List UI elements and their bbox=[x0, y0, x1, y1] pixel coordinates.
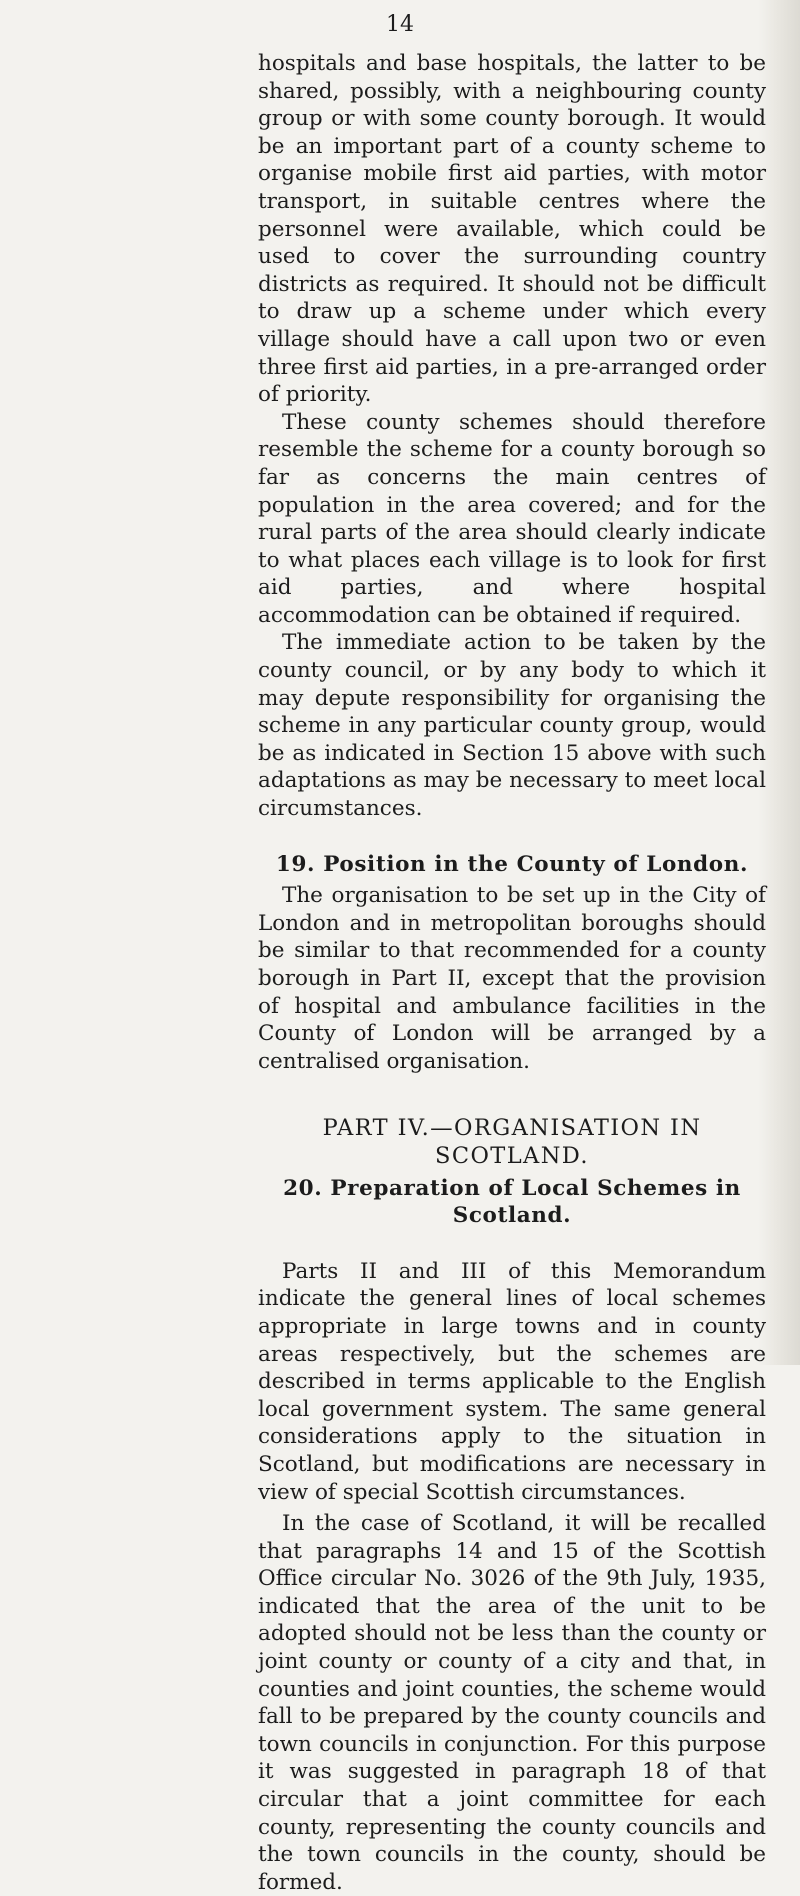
paragraph-immediate-action: The immediate action to be taken by the county council, or by any body to which it may depute responsibility for organising the scheme in any particular county group, would be as indicated in Section 15 above with such adaptations as may be necessary to meet local circumstances. bbox=[258, 630, 766, 822]
section-heading-20: 20. Preparation of Local Schemes in Scotland. bbox=[283, 1175, 741, 1229]
section-heading-19: 19. Position in the County of London. bbox=[275, 851, 749, 877]
paragraph-london-organisation: The organisation to be set up in the City of London and in metropolitan boroughs should be similar to that recommended for a county borough in Part II, except that the provision of hospital and ambulance facilities in the County of London will be arranged by a centralised organisation. bbox=[258, 883, 766, 1074]
paragraph-county-hospitals: hospitals and base hospitals, the latter to be shared, possibly, with a neighbouring county group or with some county borough. It would be an important part of a county scheme to organise mobile first aid parties, with motor transport, in suitable centres where the personnel were available, which could be used to cover the surrounding country districts as required. It should not be difficult to draw up a scheme under which every village should have a call upon two or even three first aid parties, in a pre-arranged order of priority. bbox=[258, 51, 766, 408]
paragraph-scotland-lines: Parts II and III of this Memorandum indicate the general lines of local schemes appropriate in large towns and in county areas respectively, but the schemes are described in terms applicable to the English local government system. The same general considerations apply to the situation in Scotland, but modifications are necessary in view of special Scottish circumstances. bbox=[258, 1258, 766, 1505]
document-body bbox=[258, 50, 766, 1896]
part-heading-iv: PART IV.—ORGANISATION IN SCOTLAND. bbox=[322, 1115, 702, 1169]
paragraph-scotland-circular: In the case of Scotland, it will be recalled that paragraphs 14 and 15 of the Scottish Office circular No. 3026 of the 9th July, 1935, indicated that the area of the unit to be adopted should not be less than the county or joint county or county of a city and that, in counties and joint counties, the scheme would fall to be prepared by the county councils and town councils in conjunction. For this purpose it was suggested in paragraph 18 of that circular that a joint committee for each county, representing the county councils and the town councils in the county, should be formed. bbox=[258, 1511, 766, 1895]
paragraph-county-schemes: These county schemes should therefore resemble the scheme for a county borough so far as concerns the main centres of population in the area covered; and for the rural parts of the area should clearly indicate to what places each village is to look for first aid parties, and where hospital accommodation can be obtained if required. bbox=[258, 409, 766, 628]
page-number: 14 bbox=[386, 12, 414, 37]
